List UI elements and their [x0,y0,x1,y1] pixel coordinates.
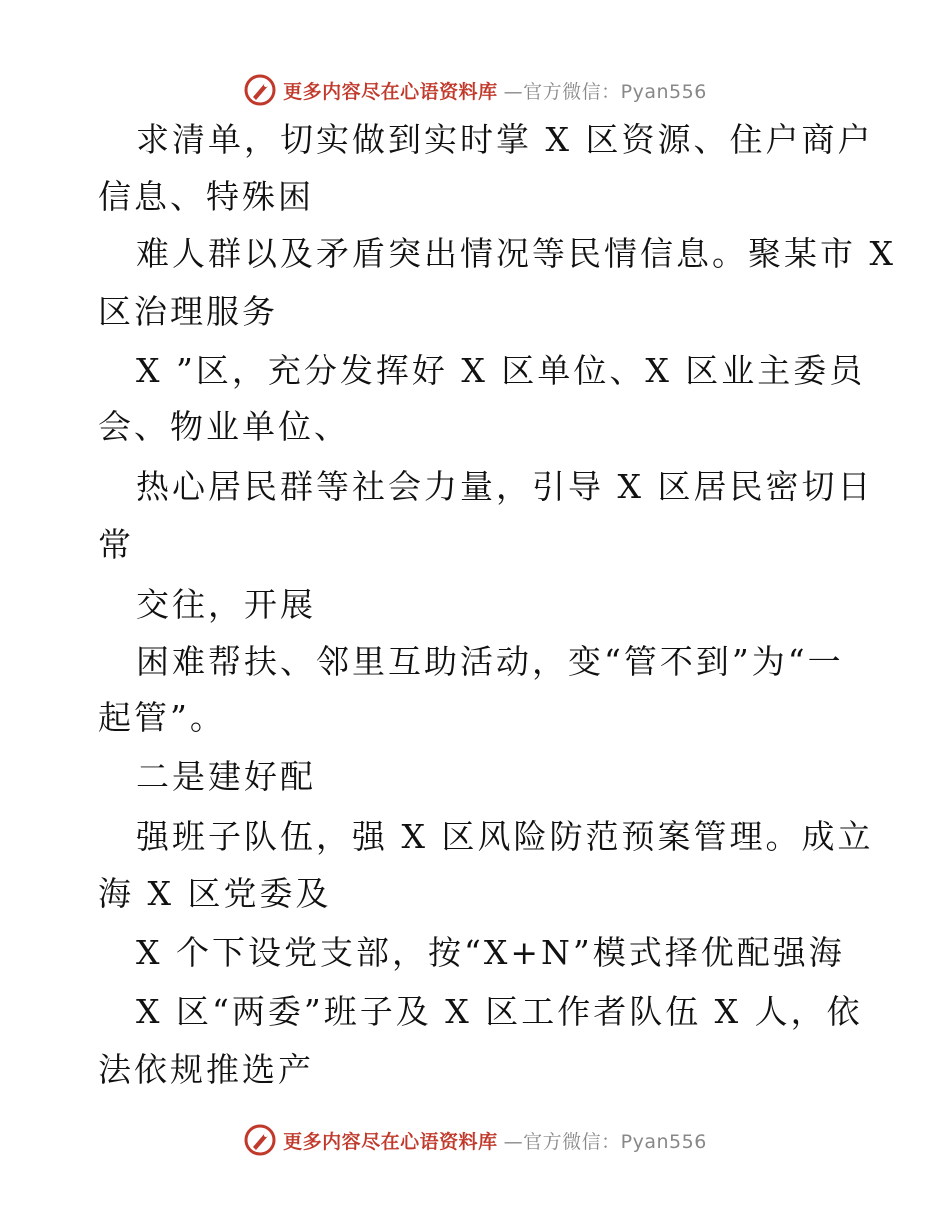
banner-main-text: 更多内容尽在心语资料库 [283,1130,498,1153]
text-line: X 区“两委”班子及 X 区工作者队伍 X 人，依 [136,992,863,1031]
text-line: 交往，开展 [136,585,316,624]
quill-logo-icon [243,1123,277,1157]
text-line: 热心居民群等社会力量，引导 X 区居民密切日 [136,467,874,506]
text-line: 区治理服务 [98,292,278,331]
banner-sub-text: —官方微信：Pyan556 [503,80,707,103]
text-line: 常 [98,525,134,564]
text-line: 强班子队伍，强 X 区风险防范预案管理。成立 [136,817,874,856]
text-line: 会、物业单位、 [98,407,350,446]
text-line: X ”区，充分发挥好 X 区单位、X 区业主委员 [136,351,866,390]
text-line: 二是建好配 [136,757,316,796]
text-line: 困难帮扶、邻里互助活动，变“管不到”为“一 [136,642,844,681]
text-line: 求清单，切实做到实时掌 X 区资源、住户商户 [136,120,874,159]
text-line: 海 X 区党委及 [98,874,332,913]
text-line: 法依规推选产 [98,1050,314,1089]
header-banner [0,70,950,110]
text-line: 起管”。 [98,698,226,737]
quill-logo-icon [243,73,277,107]
footer-banner [0,1120,950,1160]
banner-sub-text: —官方微信：Pyan556 [503,1130,707,1153]
banner-main-text: 更多内容尽在心语资料库 [283,80,498,103]
text-line: 难人群以及矛盾突出情况等民情信息。聚某市 X [136,234,896,273]
text-line: 信息、特殊困 [98,177,314,216]
text-line: X 个下设党支部，按“X+N”模式择优配强海 [136,933,845,972]
